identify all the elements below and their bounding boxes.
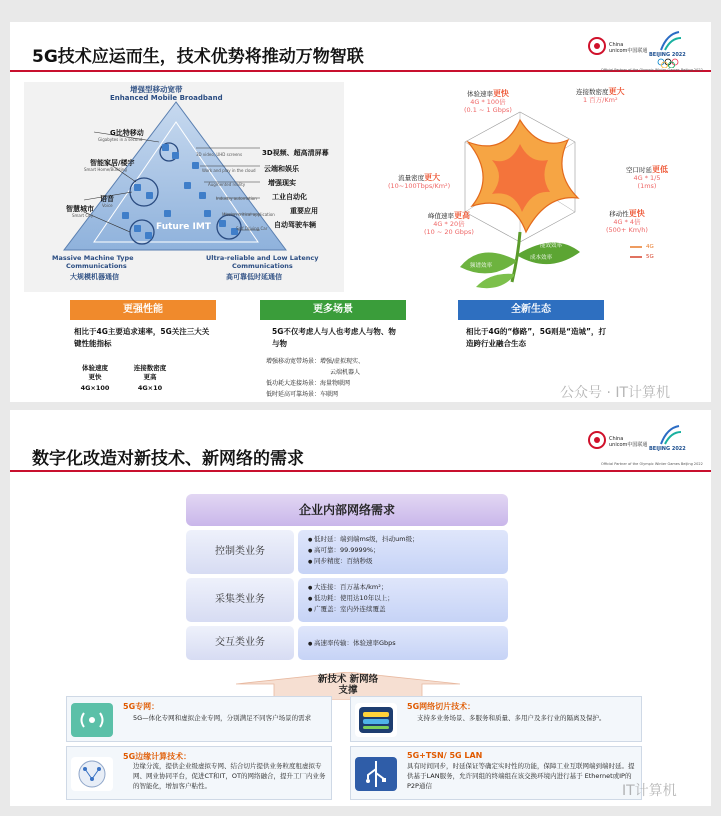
legend-4g: 4G	[646, 244, 654, 250]
embb-label-cn: 增强型移动宽带	[130, 85, 183, 94]
use-3d-cn: 3D视频、超高清屏幕	[262, 149, 329, 157]
kpi-connection-density: 连接数密度更大 1 百万/Km²	[576, 87, 625, 104]
olympic-emblem-icon	[655, 30, 685, 52]
china-unicom-logo-icon	[587, 36, 607, 56]
slide-digital-transformation	[10, 410, 711, 806]
use-cloud-en: Work and play in the cloud	[202, 168, 256, 173]
slide-title: 5G技术应运而生，技术优势将推动万物智联	[32, 47, 364, 67]
future-imt-label: Future IMT	[156, 222, 211, 232]
use-ar-cn: 增强现实	[268, 179, 296, 187]
row-body-collection: ● 大连接：百万基本/km²； ● 低功耗：使用达10年以上； ● 广覆盖：室内外连续覆盖	[298, 578, 508, 622]
urllc-label-en1: Ultra-reliable and Low Latency	[206, 254, 319, 262]
leaf-spectrum-label: 频谱效率	[470, 263, 493, 269]
row-body-control: ● 低时延：端到端ms级，抖动um级； ● 高可靠：99.9999%； ● 同步精度：百纳秒级	[298, 530, 508, 574]
olympic-text: BEIJING 2022	[649, 52, 686, 58]
partner-tagline: Official Partner of the Olympic Winter Games Beijing 2022	[601, 68, 703, 72]
col-head-scenarios: 更多场景	[260, 300, 406, 320]
title-divider	[10, 470, 711, 472]
city-label-cn: 智慧城市	[66, 205, 94, 213]
card-5g-private-network	[66, 696, 332, 742]
partner-logos	[587, 30, 703, 72]
home-label-en: Smart Home/Building	[84, 167, 127, 172]
olympic-text: BEIJING 2022	[649, 446, 686, 452]
row-label-control: 控制类业务	[186, 530, 294, 574]
use-driving-cn: 自动驾驶车辆	[274, 221, 316, 229]
kpi-user-rate: 体验速率更快 4G * 100倍 (0.1 ~ 1 Gbps)	[464, 89, 512, 114]
voice-label-en: Voice	[102, 203, 113, 208]
row-label-interaction: 交互类业务	[186, 626, 294, 660]
network-slice-icon	[355, 703, 397, 737]
slide-title: 数字化改造对新技术、新网络的需求	[32, 449, 304, 469]
leaf-cost-label: 成本效率	[530, 255, 553, 261]
olympic-emblem-icon	[655, 424, 685, 446]
scenarios-desc: 5G不仅考虑人与人也考虑人与物、物与物	[272, 327, 396, 348]
card-body: 5G—体化专网和虚拟企业专网，分别满足不同客户场景的需求	[133, 714, 312, 722]
ecosystem-desc: 相比于4G的“修路”，5G则是“造城”，打造跨行业融合生态	[466, 327, 606, 348]
card-body: 边缘分流，提供企业级虚拟专网、结合切片提供业务粒度租虚拟专网、网业协同平台，促进CT和IT，OT的网络融合，提升工厂内业务的智能化，增加客户粘性。	[133, 762, 326, 790]
mmtc-label-cn: 大规模机器通信	[70, 273, 119, 281]
performance-desc: 相比于4G主要追求速率，5G关注三大关键性能指标	[74, 327, 210, 348]
embb-label-en: Enhanced Mobile Broadband	[110, 94, 223, 102]
kpi-peak-rate: 峰值速率更高 4G * 20倍 (10 ~ 20 Gbps)	[424, 211, 474, 236]
slide-5g-advantages	[10, 22, 711, 402]
watermark: IT计算机	[622, 783, 677, 799]
enterprise-network-needs-header: 企业内部网络需求	[186, 494, 508, 526]
mmtc-label-en2: Communications	[66, 262, 127, 270]
partner-tagline: Official Partner of the Olympic Winter Games Beijing 2022	[601, 462, 703, 466]
voice-label-cn: 语音	[100, 195, 114, 203]
watermark: 公众号 · IT计算机	[560, 385, 671, 401]
use-3d-en: 3D video, UHD screens	[196, 152, 243, 157]
card-body: 支持多业务场景、多服务和质量、多用户及多行业的隔离及保护。	[417, 714, 606, 722]
olympic-rings-icon	[657, 58, 679, 68]
metric-speed: 体验速度 更快 4G×100	[80, 364, 110, 392]
city-label-en: Smart City	[72, 213, 94, 218]
edge-computing-icon	[71, 757, 113, 791]
imt-triangle-diagram	[24, 82, 344, 292]
unicom-text-2: unicom中国联通	[609, 442, 648, 448]
card-title: 5G+TSN/ 5G LAN	[407, 751, 483, 760]
usb-network-icon	[355, 757, 397, 791]
5g-kpi-star-diagram	[380, 82, 700, 294]
row-label-collection: 采集类业务	[186, 578, 294, 622]
use-driving-en: Self Driving Car	[236, 226, 268, 231]
use-cloud-cn: 云端和娱乐	[264, 165, 299, 173]
use-mission-cn: 重要应用	[290, 207, 318, 215]
urllc-label-cn: 高可靠低时延通信	[226, 273, 282, 281]
card-title: 5G边缘计算技术：	[123, 752, 192, 761]
card-title: 5G专网：	[123, 702, 160, 711]
support-line-2: 支撑	[338, 685, 358, 696]
unicom-text: China	[609, 42, 624, 48]
kpi-mobility: 移动性更快 4G * 4倍 (500+ Km/h)	[606, 209, 648, 234]
gbps-label-cn: G比特移动	[110, 129, 144, 137]
card-body: 具有时间同步，时延保证等确定实时性的功能，保障工业互联网端到端时延。提供基于LAN服务，允许同组的终端组在该交换环境内进行基于 Ethernet或IP的P2P通信	[407, 762, 635, 790]
kpi-latency: 空口时延更低 4G * 1/5 (1ms)	[626, 165, 668, 190]
card-network-slicing	[350, 696, 642, 742]
scenarios-list: 增强移动宽带场景：增强/虚拟现实、 云端机器人 低功耗大连接场景：海量物联网 低时延高可靠场景：车联网	[266, 358, 365, 398]
card-title: 5G网络切片技术：	[407, 702, 476, 711]
use-industry-en: Industry automation	[216, 196, 257, 201]
china-unicom-logo-icon	[587, 430, 607, 450]
kpi-traffic-density: 流量密度更大 (10~100Tbps/Km²)	[388, 173, 451, 190]
leaf-energy-label: 能效效率	[540, 243, 563, 249]
legend-5g: 5G	[646, 254, 654, 260]
use-industry-cn: 工业自动化	[272, 193, 307, 201]
antenna-icon	[71, 703, 113, 737]
partner-logos	[587, 424, 703, 466]
col-head-performance: 更强性能	[70, 300, 216, 320]
card-tsn-lan	[350, 746, 642, 800]
home-label-cn: 智能家居/楼宇	[90, 159, 135, 167]
use-mission-en: Mission critical application	[222, 212, 275, 217]
col-head-ecosystem: 全新生态	[458, 300, 604, 320]
urllc-label-en2: Communications	[232, 262, 293, 270]
metric-density: 连接数密度 更高 4G×10	[133, 364, 167, 392]
row-body-interaction: ● 高速率传输：体验速率Gbps	[298, 626, 508, 660]
gbps-label-en: Gigabytes in a second	[98, 137, 143, 142]
unicom-text: China	[609, 436, 624, 442]
use-ar-en: Augmented reality	[208, 182, 246, 187]
unicom-text-2: unicom中国联通	[609, 48, 648, 54]
support-line-1: 新技术 新网络	[317, 674, 379, 685]
card-edge-computing	[66, 746, 332, 800]
mmtc-label-en1: Massive Machine Type	[52, 254, 134, 262]
